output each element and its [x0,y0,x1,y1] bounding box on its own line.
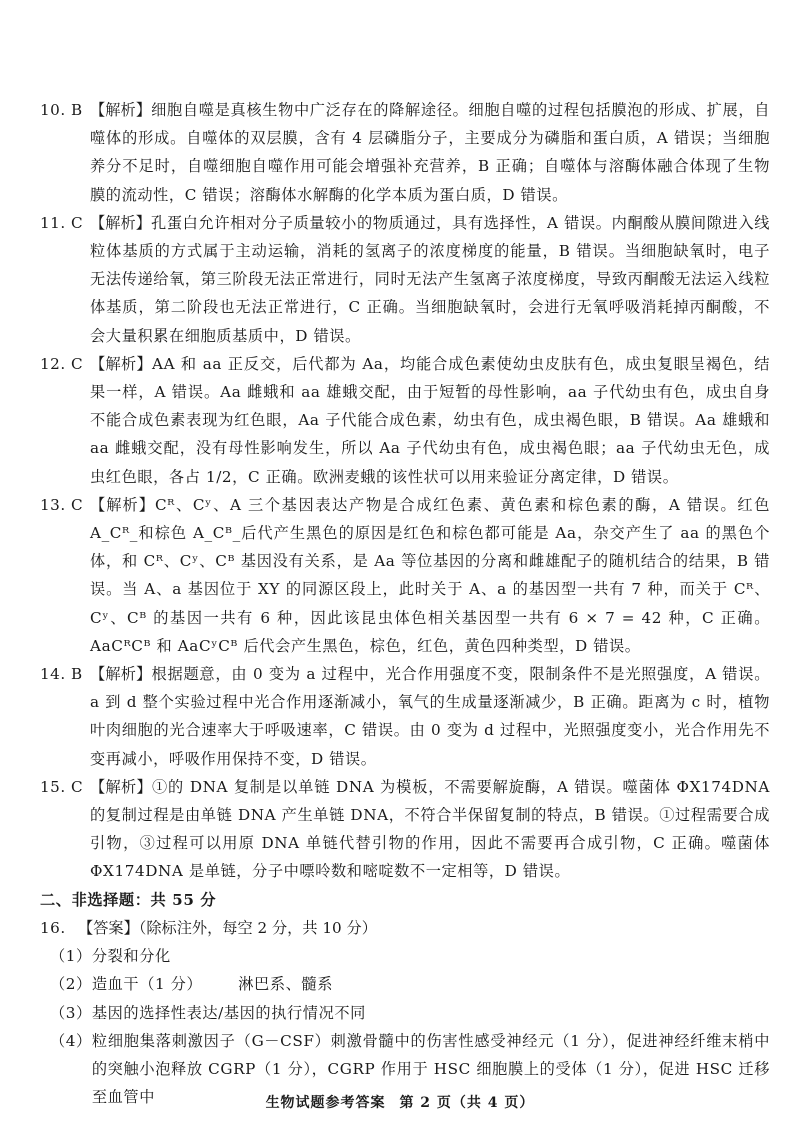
question-explanation [90,660,770,773]
explanation-text: 孔蛋白允许相对分子质量较小的物质通过，具有选择性，A 错误。内酮酸从膜间隙进入线粒体基质的方式属于主动运输，消耗的氢离子的浓度梯度的能量，B 错误。当细胞缺氧时，电子无法传递给氧，第三阶段无法正常进行，同时无法产生氢离子浓度梯度，导致丙酮酸无法运入线粒体基质，第二阶段也无法正常进行，C 正确。当细胞缺氧时，会进行无氧呼吸消耗掉丙酮酸，不会大量积累在细胞质基质中，D 错误。 [90,213,771,345]
question-explanation [90,96,770,209]
sub-answer-number: （4） [50,1031,92,1050]
sub-answer-3 [40,999,770,1027]
question-number: 16. [40,918,66,937]
question-16-header [40,914,770,942]
sub-answer-text: 基因的选择性表达/基因的执行情况不同 [91,1003,366,1022]
question-12 [40,350,770,491]
question-11 [40,209,770,350]
explanation-text: 细胞自噬是真核生物中广泛存在的降解途径。细胞自噬的过程包括膜泡的形成、扩展，自噬体的形成。自噬体的双层膜，含有 4 层磷脂分子，主要成分为磷脂和蛋白质，A 错误；当细胞养分不足时，自噬细胞自噬作用可能会增强补充营养，B 正确；自噬体与溶酶体融合体现了生物膜的流动性，C 错误；溶酶体水解酶的化学本质为蛋白质，D 错误。 [90,101,771,204]
question-explanation [90,209,770,350]
sub-answer-2 [40,970,770,998]
analysis-tag: 【解析】 [90,495,155,514]
question-number: 11. C [40,213,84,232]
analysis-tag: 【解析】 [90,354,153,373]
question-13 [40,491,770,660]
question-number: 13. C [40,495,84,514]
question-16 [40,914,770,1111]
question-10 [40,96,770,209]
sub-answer-number: （1） [50,947,92,966]
question-number: 14. B [40,665,83,684]
analysis-tag: 【解析】 [90,665,152,684]
scoring-note: （除标注外，每空 2 分，共 10 分） [138,918,377,937]
answer-header [78,914,377,942]
sub-answer-extra: 淋巴系、髓系 [238,975,333,994]
sub-answer-text: 粒细胞集落刺激因子（G－CSF）刺激骨髓中的伤害性感受神经元（1 分），促进神经纤维末梢中的突触小泡释放 CGRP（1 分），CGRP 作用于 HSC 细胞膜上的受体（1 分），促进 HSC 迁移至血管中 [91,1031,770,1107]
sub-answer-number: （3） [50,1003,92,1022]
explanation-text: AA 和 aa 正反交，后代都为 Aa，均能合成色素使幼虫皮肤有色，成虫复眼呈褐色，结果一样，A 错误。Aa 雌蛾和 aa 雄蛾交配，由于短暂的母性影响，aa 子代幼虫有色，成虫自身不能合成色素表现为红色眼，Aa 子代能合成色素，幼虫有色，成虫褐色眼，B 错误。Aa 雄蛾和 aa 雌蛾交配，没有母性影响发生，所以 Aa 子代幼虫有色，成虫褐色眼；aa 子代幼虫无色，成虫红色眼，各占 1/2，C 正确。欧洲麦蛾的该性状可以用来验证分离定律，D 错误。 [90,354,771,486]
sub-answer-1 [40,942,770,970]
footer-title: 生物试题参考答案 [265,1095,386,1111]
page-footer [0,1092,800,1112]
sub-answer-text: 造血干（1 分） [91,975,203,994]
footer-page-number: 第 2 页（共 4 页） [399,1095,535,1111]
section-heading: 二、非选择题：共 55 分 [40,890,217,909]
answer-tag: 【答案】 [78,918,139,937]
sub-answer-text: 分裂和分化 [91,947,171,966]
question-explanation [90,491,770,660]
explanation-text: 根据题意，由 0 变为 a 过程中，光合作用强度不变，限制条件不是光照强度，A 错误。a 到 d 整个实验过程中光合作用逐渐减小，氧气的生成量逐渐减少，B 正确。距离为 c 时，植物叶肉细胞的光合速率大于呼吸速率，C 错误。由 0 变为 d 过程中，光照强度变小，光合作用先不变再减小，呼吸作用保持不变，D 错误。 [90,665,770,768]
analysis-tag: 【解析】 [90,213,151,232]
page-content [40,96,770,1111]
question-explanation [90,350,770,491]
analysis-tag: 【解析】 [90,101,152,119]
analysis-tag: 【解析】 [90,777,152,796]
explanation-text: Cᴿ、Cʸ、A 三个基因表达产物是合成红色素、黄色素和棕色素的酶，A 错误。红色 A_Cᴿ_和棕色 A_Cᴮ_后代产生黑色的原因是红色和棕色都可能是 Aa，杂交产生了 aa 的黑色个体，和 Cᴿ、Cʸ、Cᴮ 基因没有关系，是 Aa 等位基因的分离和雌雄配子的随机结合的结果，B 错误。当 A、a 基因位于 XY 的同源区段上，此时关于 A、a 的基因型一共有 7 种，而关于 Cᴿ、Cʸ、Cᴮ 的基因一共有 6 种，因此该昆虫体色相关基因型一共有 6 × 7 = 42 种，C 正确。AaCᴿCᴮ 和 AaCʸCᴮ 后代会产生黑色，棕色，红色，黄色四种类型，D 错误。 [90,495,770,655]
explanation-text: ①的 DNA 复制是以单链 DNA 为模板，不需要解旋酶，A 错误。噬菌体 ΦX174DNA 的复制过程是由单链 DNA 产生单链 DNA，不符合半保留复制的特点，B 错误。①过程需要合成引物，③过程可以用原 DNA 单链代替引物的作用，因此不需要再合成引物，C 正确。噬菌体 ΦX174DNA 是单链，分子中嘌呤数和嘧啶数不一定相等，D 错误。 [90,777,770,881]
question-number: 12. C [40,354,84,373]
question-14 [40,660,770,773]
question-number: 15. C [40,777,84,796]
question-number: 10. B [40,101,83,119]
question-15 [40,773,770,886]
sub-answer-text-group [92,970,770,998]
sub-answer-number: （2） [50,975,92,994]
question-explanation [90,773,770,886]
